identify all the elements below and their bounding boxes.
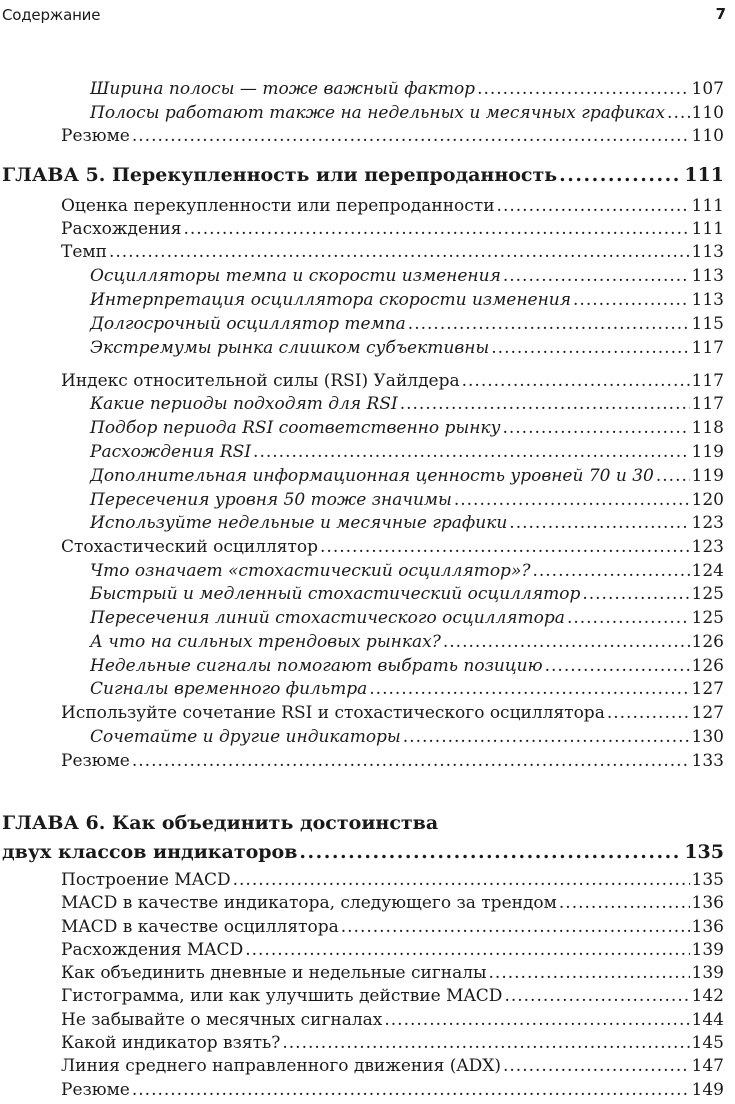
toc-entry-page: 115 [691,314,724,334]
toc-entry-page: 142 [691,986,724,1006]
toc-entry-title: Недельные сигналы помогают выбрать позицию [90,656,543,676]
leader-dots [132,1078,690,1102]
chapter-page: 135 [684,841,724,863]
toc-entry-title: Подбор периода RSI соответственно рынку [90,418,501,438]
toc-entry-level-2 [90,312,724,336]
toc-entry-title: Линия среднего направленного движения (ADX) [61,1056,501,1076]
toc-entry-level-2 [90,559,724,583]
leader-dots [403,725,690,749]
toc-entry-title: Долгосрочный осциллятор темпа [90,314,406,334]
leader-dots [559,891,690,915]
toc-entry-level-2 [90,392,724,416]
toc-entry-title: Индекс относительной силы (RSI) Уайлдера [61,371,460,391]
toc-entry-title: Оценка перекупленности или перепроданности [61,196,495,216]
toc-entry-page: 126 [691,632,724,652]
toc-entry-title: Дополнительная информационная ценность уровней 70 и 30 [90,466,654,486]
leader-dots [282,1031,689,1055]
leader-dots [532,559,689,583]
leader-dots [454,488,690,512]
leader-dots [497,194,690,218]
toc-entry-title: Как объединить дневные и недельные сигналы [61,963,487,983]
toc-entry-level-1 [61,1031,724,1055]
toc-entry-level-2 [90,725,724,749]
toc-entry-title: А что на сильных трендовых рынках? [90,632,441,652]
toc-entry-level-2 [90,606,724,630]
toc-entry-level-1 [61,749,724,773]
toc-entry-level-2 [90,264,724,288]
chapter-title: двух классов индикаторов [2,841,298,863]
toc-entry-level-2 [90,488,724,512]
leader-dots [545,654,690,678]
leader-dots [132,124,690,148]
toc-entry-title: Ширина полосы — тоже важный фактор [90,79,476,99]
toc-entry-page: 125 [691,584,724,604]
leader-dots [489,961,690,985]
toc-entry-title: MACD в качестве осциллятора [61,917,339,937]
chapter-heading [2,840,724,864]
toc-entry-title: Темп [61,242,107,262]
toc-entry-page: 136 [691,893,724,913]
running-head: Содержание [2,6,101,24]
toc-entry-page: 125 [691,608,724,628]
leader-dots [443,630,690,654]
toc-entry-title: Используйте недельные и месячные графики [90,513,508,533]
leader-dots [503,264,690,288]
toc-entry-title: Сигналы временного фильтра [90,679,368,699]
leader-dots [341,915,690,939]
leader-dots [656,464,690,488]
toc-entry-level-1 [61,915,724,939]
toc-entry-page: 111 [691,219,724,239]
toc-entry-page: 127 [691,703,724,723]
toc-entry-title: Используйте сочетание RSI и стохастического осциллятора [61,703,605,723]
leader-dots [503,1054,690,1078]
page-number: 7 [715,5,726,23]
toc-entry-page: 130 [691,727,724,747]
toc-entry-page: 119 [691,466,724,486]
leader-dots [109,240,690,264]
toc-entry-level-1 [61,938,724,962]
toc-entry-page: 145 [691,1033,724,1053]
toc-entry-level-1 [61,1008,724,1032]
toc-entry-level-1 [61,217,724,241]
toc-entry-title: Быстрый и медленный стохастический осциллятор [90,584,581,604]
leader-dots [408,312,690,336]
toc-entry-title: Какой индикатор взять? [61,1033,281,1053]
toc-entry-title: Резюме [61,751,130,771]
leader-dots [253,440,690,464]
toc-entry-page: 149 [691,1080,724,1100]
toc-entry-page: 144 [691,1010,724,1030]
leader-dots [582,582,689,606]
toc-entry-title: Резюме [61,126,130,146]
toc-entry-page: 117 [691,338,724,358]
leader-dots [183,217,689,241]
leader-dots [320,535,690,559]
toc-entry-level-1 [61,369,724,393]
toc-entry-page: 124 [691,561,724,581]
toc-entry-page: 110 [691,126,724,146]
toc-entry-level-2 [90,440,724,464]
chapter-title: ГЛАВА 5. Перекупленность или перепроданность [2,164,558,186]
toc-entry-title: Какие периоды подходят для RSI [90,394,398,414]
toc-entry-title: Пересечения линий стохастического осциллятора [90,608,565,628]
leader-dots [491,336,689,360]
toc-entry-page: 139 [691,940,724,960]
toc-entry-title: Полосы работают также на недельных и месячных графиках [90,103,666,123]
leader-dots [667,101,690,125]
toc-entry-page: 136 [691,917,724,937]
leader-dots [559,163,682,187]
toc-entry-page: 119 [691,442,724,462]
leader-dots [369,677,689,701]
toc-entry-title: Гистограмма, или как улучшить действие MACD [61,986,503,1006]
toc-entry-level-2 [90,416,724,440]
toc-entry-page: 113 [691,290,724,310]
toc-entry-level-1 [61,535,724,559]
toc-entry-level-2 [90,464,724,488]
toc-entry-level-1 [61,984,724,1008]
toc-entry-level-1 [61,240,724,264]
toc-entry-page: 113 [691,242,724,262]
toc-entry-level-1 [61,891,724,915]
toc-entry-level-2 [90,288,724,312]
leader-dots [567,606,690,630]
leader-dots [384,1008,689,1032]
toc-entry-level-2 [90,677,724,701]
toc-entry-title: Экстремумы рынка слишком субъективны [90,338,490,358]
toc-entry-title: Интерпретация осциллятора скорости изменения [90,290,572,310]
toc-entry-title: Стохастический осциллятор [61,537,319,557]
toc-entry-level-1 [61,1078,724,1102]
toc-entry-level-1 [61,701,724,725]
toc-entry-level-2 [90,511,724,535]
toc-entry-title: Что означает «стохастический осциллятор»? [90,561,531,581]
toc-entry-page: 117 [691,371,724,391]
toc-entry-page: 135 [691,870,724,890]
toc-entry-level-1 [61,1054,724,1078]
toc-entry-level-2 [90,630,724,654]
toc-entry-title: Расхождения MACD [61,940,244,960]
leader-dots [607,701,690,725]
leader-dots [504,984,689,1008]
toc-entry-title: Построение MACD [61,870,231,890]
leader-dots [477,77,689,101]
toc-entry-page: 110 [691,103,724,123]
toc-entry-title: Расхождения [61,219,182,239]
toc-entry-page: 118 [691,418,724,438]
leader-dots [299,840,682,864]
toc-entry-level-2 [90,101,724,125]
leader-dots [502,416,689,440]
toc-entry-page: 123 [691,537,724,557]
toc-entry-page: 139 [691,963,724,983]
toc-entry-page: 133 [691,751,724,771]
page-header [0,0,735,30]
toc-entry-level-1 [61,194,724,218]
toc-entry-page: 127 [691,679,724,699]
toc-entry-title: Расхождения RSI [90,442,252,462]
toc-entry-page: 126 [691,656,724,676]
toc-entry-page: 147 [691,1056,724,1076]
toc-entry-level-1 [61,868,724,892]
chapter-page: 111 [684,164,724,186]
toc-entry-level-2 [90,582,724,606]
toc-entry-level-1 [61,961,724,985]
leader-dots [573,288,690,312]
leader-dots [400,392,690,416]
toc-entry-page: 107 [691,79,724,99]
leader-dots [509,511,689,535]
toc-entry-page: 111 [691,196,724,216]
toc-entry-level-1 [61,124,724,148]
toc-entry-title: MACD в качестве индикатора, следующего за трендом [61,893,557,913]
toc-entry-page: 117 [691,394,724,414]
toc-entry-page: 113 [691,266,724,286]
toc-entry-level-2 [90,336,724,360]
toc-entry-title: Не забывайте о месячных сигналах [61,1010,383,1030]
toc-entry-title: Резюме [61,1080,130,1100]
leader-dots [132,749,690,773]
toc-entry-level-2 [90,654,724,678]
toc-entry-page: 120 [691,490,724,510]
toc-entry-title: Пересечения уровня 50 тоже значимы [90,490,452,510]
chapter-heading [2,163,724,187]
toc-entry-title: Осцилляторы темпа и скорости изменения [90,266,501,286]
toc-entry-page: 123 [691,513,724,533]
leader-dots [245,938,689,962]
toc-entry-level-2 [90,77,724,101]
toc-entry-title: Сочетайте и другие индикаторы [90,727,401,747]
leader-dots [233,868,690,892]
leader-dots [462,369,690,393]
chapter-title-line-1: ГЛАВА 6. Как объединить достоинства [2,812,439,834]
